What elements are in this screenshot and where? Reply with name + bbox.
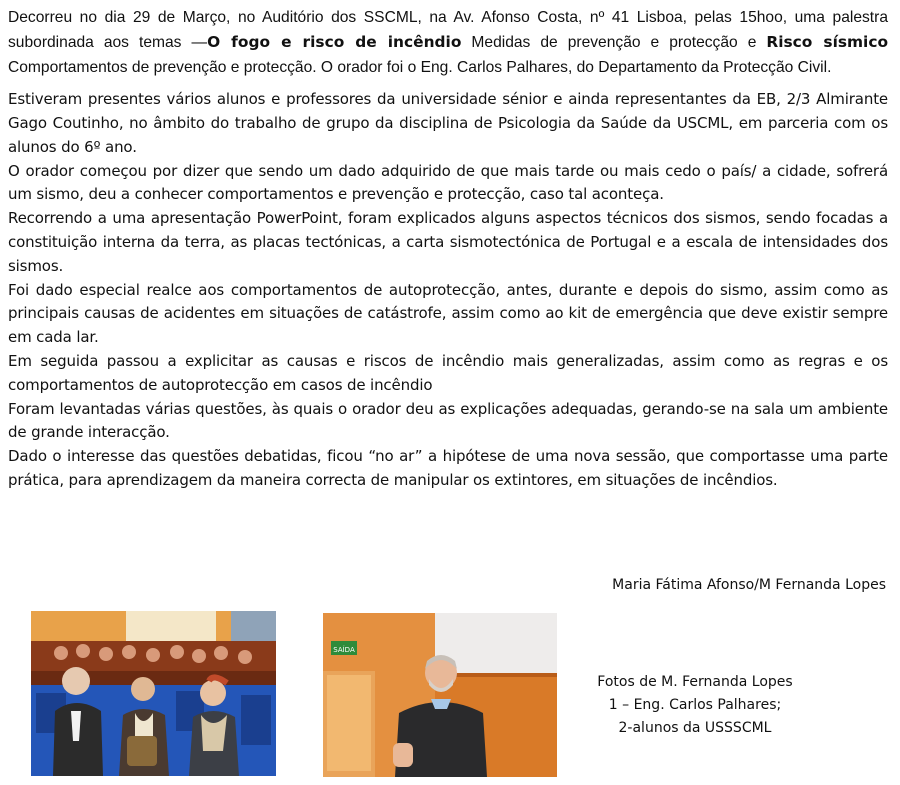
author-signature: Maria Fátima Afonso/M Fernanda Lopes	[612, 577, 886, 593]
photo-audience	[31, 611, 276, 776]
caption-photo-2: 2-alunos da USSSCML	[618, 720, 772, 736]
exit-sign-text: SAÍDA	[333, 646, 355, 654]
paragraph-questions: Foram levantadas várias questões, às quais o orador deu as explicações adequadas, gerando-se na sala um ambiente de grande interacção.	[8, 399, 888, 442]
intro-paragraph	[8, 6, 888, 80]
intro-part3: Comportamentos de prevenção e protecção. O orador foi o Eng. Carlos Palhares, do Departamento da Protecção Civil.	[8, 58, 832, 76]
article-body	[8, 6, 888, 493]
paragraph-presentation: Recorrendo a uma apresentação PowerPoint, foram explicados alguns aspectos técnicos dos sismos, sendo focadas a constituição interna da terra, as placas tectónicas, a carta sismotectónica de Portugal e a escala de intensidades dos sismos.	[8, 209, 888, 275]
photo-caption	[585, 671, 805, 740]
paragraph-attendees: Estiveram presentes vários alunos e professores da universidade sénior e ainda representantes da EB, 2/3 Almirante Gago Coutinho, no âmbito do trabalho de grupo da disciplina de Psicologia da Saúde da USCML, em parceria com os alunos do 6º ano.	[8, 90, 888, 156]
intro-part1: Decorreu no dia 29 de Março, no Auditório dos SSCML, na Av. Afonso Costa, nº 41 Lisboa, pelas 15hoo, uma palestra subordinada aos temas —	[8, 9, 888, 52]
speaker-illustration	[323, 613, 557, 777]
paragraph-fire-risks: Em seguida passou a explicitar as causas e riscos de incêndio mais generalizadas, assim como as regras e os comportamentos de autoprotecção em casos de incêndio	[8, 351, 888, 394]
paragraph-speaker-intro: O orador começou por dizer que sendo um dado adquirido de que mais tarde ou mais cedo o país/ a cidade, sofrerá um sismo, deu a conhecer comportamentos e prevenção e protecção, caso tal aconteça.	[8, 161, 888, 204]
intro-part2: Medidas de prevenção e protecção e	[461, 34, 767, 52]
paragraph-self-protection: Foi dado especial realce aos comportamentos de autoprotecção, antes, durante e depois do sismo, assim como as principais causas de acidentes em situações de catástrofe, assim como ao kit de emergência que deve existir sempre em cada lar.	[8, 280, 888, 347]
topic-fire: O fogo e risco de incêndio	[207, 33, 462, 52]
photo-speaker	[323, 613, 557, 777]
caption-credit: Fotos de M. Fernanda Lopes	[597, 674, 793, 690]
paragraph-next-session: Dado o interesse das questões debatidas, ficou “no ar” a hipótese de uma nova sessão, que comportasse uma parte prática, para aprendizagem da maneira correcta de manipular os extintores, em situações de incêndios.	[8, 447, 888, 489]
topic-seismic: Risco sísmico	[766, 33, 889, 52]
audience-illustration	[31, 611, 276, 776]
caption-photo-1: 1 – Eng. Carlos Palhares;	[608, 697, 782, 713]
